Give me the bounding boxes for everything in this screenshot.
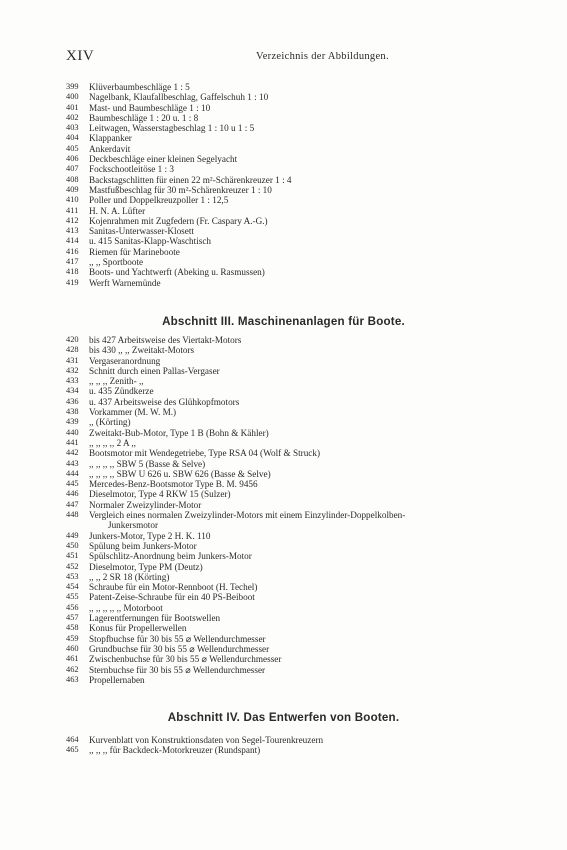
figure-number: 433 [66,376,79,386]
figure-number: 462 [66,664,79,674]
figure-entry [66,267,506,277]
figure-number: 419 [66,277,79,287]
figure-number: 411 [66,205,79,215]
figure-number: 412 [66,215,79,225]
figure-entry [66,531,506,541]
figure-caption: Kurvenblatt von Konstruktionsdaten von Segel-Tourenkreuzern [89,735,324,745]
figure-caption: Grundbuchse für 30 bis 55 ⌀ Wellendurchmesser [89,643,270,654]
figure-caption: Werft Warnemünde [89,277,161,288]
figure-number: 445 [66,479,79,489]
figure-entry [66,562,506,572]
figure-entry [66,448,506,458]
figure-number: 410 [66,195,79,205]
figure-caption: u. 435 Zündkerze [89,386,154,397]
figure-number: 432 [66,365,79,375]
figure-entry [66,675,506,685]
figure-caption: Mastfußbeschlag für 30 m²-Schärenkreuzer 1 : 10 [89,184,272,195]
figure-number: 417 [66,257,79,267]
figure-caption: Propellernaben [89,674,145,685]
figure-number: 399 [66,82,79,91]
figure-caption: bis 430 ,, ,, Zweitakt-Motors [89,345,195,356]
figure-number: 450 [66,540,79,550]
figure-number: 448 [66,510,79,520]
figure-caption: u. 415 Sanitas-Klapp-Waschtisch [89,236,211,247]
figure-caption: u. 437 Arbeitsweise des Glühkopfmotors [89,396,240,407]
figure-entry [66,185,506,195]
figure-entry [66,206,506,216]
figure-number: 400 [66,92,79,102]
figure-number: 428 [66,345,79,355]
figure-entry [66,164,506,174]
figure-number: 456 [66,602,79,612]
page-header [66,50,496,66]
figure-caption: ,, ,, ,, Zenith- ,, [89,376,144,387]
figure-caption: Klappanker [89,133,132,144]
section-heading-iii: Abschnitt III. Maschinenanlagen für Boote. [162,315,405,328]
figure-caption: Deckbeschläge einer kleinen Segelyacht [89,154,238,165]
figure-caption: Kojenrahmen mit Zugfedern (Fr. Caspary A.-G.) [89,215,268,226]
figure-caption: Poller und Doppelkreuzpoller 1 : 12,5 [89,195,229,206]
figure-entry [66,520,506,530]
figure-list-section-3 [66,335,506,685]
figure-caption: ,, ,, 2 SR 18 (Körting) [89,571,170,582]
figure-entry [66,82,506,92]
figure-number: 459 [66,633,79,643]
figure-caption: Riemen für Marineboote [89,246,180,257]
figure-entry [66,644,506,654]
figure-number: 409 [66,184,79,194]
figure-entry [66,613,506,623]
figure-number: 416 [66,246,79,256]
page-number: XIV [66,48,95,64]
figure-number: 464 [66,735,79,744]
figure-number: 465 [66,745,79,755]
figure-entry [66,175,506,185]
figure-entry [66,144,506,154]
figure-entry [66,438,506,448]
figure-entry [66,541,506,551]
figure-number: 438 [66,407,79,417]
figure-caption: Backstagschlitten für einen 22 m²-Schärenkreuzer 1 : 4 [89,174,292,185]
figure-caption: Junkers-Motor, Type 2 H. K. 110 [89,530,211,541]
figure-number: 418 [66,267,79,277]
figure-number: 431 [66,355,79,365]
running-title: Verzeichnis der Abbildungen. [256,51,389,62]
figure-caption: Vergleich eines normalen Zweizylinder-Motors mit einem Einzylinder-Doppelkolben- [89,510,406,521]
figure-caption: Mercedes-Benz-Bootsmotor Type B. M. 9456 [89,479,258,490]
figure-entry [66,603,506,613]
figure-caption: Schraube für ein Motor-Rennboot (H. Techel) [89,582,258,593]
figure-caption: Vorkammer (M. W. M.) [89,407,177,418]
figure-number: 451 [66,551,79,561]
figure-caption: Zwischenbuchse für 30 bis 55 ⌀ Wellendurchmesser [89,654,282,665]
figure-entry [66,236,506,246]
figure-caption: Boots- und Yachtwerft (Abeking u. Rasmussen) [89,267,265,278]
figure-caption: Nagelbank, Klaufallbeschlag, Gaffelschuh 1 : 10 [89,92,269,103]
figure-entry [66,735,506,745]
figure-entry [66,551,506,561]
figure-number: 404 [66,133,79,143]
figure-number: 407 [66,164,79,174]
figure-number: 414 [66,236,79,246]
figure-entry [66,500,506,510]
figure-number: 460 [66,643,79,653]
figure-number: 442 [66,448,79,458]
figure-number: 403 [66,123,79,133]
figure-caption: Sanitas-Unterwasser-Klosett [89,226,194,237]
figure-number: 452 [66,561,79,571]
figure-entry [66,278,506,288]
figure-entry [66,572,506,582]
figure-entry [66,459,506,469]
figure-caption: ,, ,, ,, ,, 2 A ,, [89,437,136,448]
figure-entry [66,634,506,644]
figure-number: 440 [66,427,79,437]
figure-entry [66,216,506,226]
figure-list-section-4 [66,735,506,756]
figure-number: 420 [66,335,79,344]
figure-entry [66,407,506,417]
figure-entry [66,582,506,592]
figure-entry [66,654,506,664]
figure-caption: Sternbuchse für 30 bis 55 ⌀ Wellendurchmesser [89,664,266,675]
figure-caption: Klüverbaumbeschläge 1 : 5 [89,82,190,92]
figure-caption: ,, ,, ,, ,, ,, Motorboot [89,602,163,613]
figure-caption: Junkersmotor [108,520,159,531]
figure-entry [66,386,506,396]
figure-entry [66,195,506,205]
figure-entry [66,366,506,376]
figure-caption: Dieselmotor, Type PM (Deutz) [89,561,203,572]
figure-entry [66,257,506,267]
figure-number: 444 [66,468,79,478]
figure-number: 406 [66,154,79,164]
figure-number: 454 [66,582,79,592]
figure-caption: Fockschootleitöse 1 : 3 [89,164,174,175]
figure-number: 446 [66,489,79,499]
figure-caption: ,, ,, ,, für Backdeck-Motorkreuzer (Rundspant) [89,745,261,756]
figure-caption: ,, ,, Sportboote [89,257,144,268]
figure-entry [66,397,506,407]
figure-list-section-2 [66,82,506,288]
figure-number: 449 [66,530,79,540]
figure-number: 461 [66,654,79,664]
figure-number: 441 [66,437,79,447]
figure-number: 401 [66,102,79,112]
figure-caption: Schnitt durch einen Pallas-Vergaser [89,365,220,376]
figure-entry [66,247,506,257]
figure-number: 458 [66,623,79,633]
figure-number: 405 [66,143,79,153]
figure-number: 463 [66,674,79,684]
figure-entry [66,154,506,164]
figure-entry [66,356,506,366]
figure-entry [66,376,506,386]
figure-number: 402 [66,112,79,122]
figure-entry [66,226,506,236]
figure-number: 434 [66,386,79,396]
figure-number: 443 [66,458,79,468]
figure-caption: Spülung beim Junkers-Motor [89,540,197,551]
figure-entry [66,469,506,479]
figure-caption: Konus für Propellerwellen [89,623,187,634]
figure-entry [66,510,506,520]
figure-entry [66,428,506,438]
figure-entry [66,665,506,675]
figure-entry [66,489,506,499]
figure-entry [66,123,506,133]
figure-number: 439 [66,417,79,427]
figure-entry [66,113,506,123]
figure-number: 453 [66,571,79,581]
figure-caption: Spülschlitz-Anordnung beim Junkers-Motor [89,551,252,562]
figure-caption: Baumbeschläge 1 : 20 u. 1 : 8 [89,112,199,123]
figure-number: 457 [66,613,79,623]
figure-entry [66,335,506,345]
figure-number: 447 [66,499,79,509]
figure-caption: Normaler Zweizylinder-Motor [89,499,202,510]
figure-entry [66,417,506,427]
figure-caption: H. N. A. Lüfter [89,205,146,216]
figure-caption: bis 427 Arbeitsweise des Viertakt-Motors [89,335,242,345]
figure-number: 455 [66,592,79,602]
figure-entry [66,479,506,489]
section-heading-iv: Abschnitt IV. Das Entwerfen von Booten. [167,711,400,724]
figure-caption: Bootsmotor mit Wendegetriebe, Type RSA 04 (Wolf & Struck) [89,448,321,459]
figure-number: 413 [66,226,79,236]
figure-entry [66,345,506,355]
figure-entry [66,103,506,113]
figure-caption: Zweitakt-Bub-Motor, Type 1 B (Bohn & Kähler) [89,427,269,438]
figure-caption: Stopfbuchse für 30 bis 55 ⌀ Wellendurchmesser [89,633,266,644]
figure-entry [66,92,506,102]
figure-caption: Ankerdavit [89,143,131,154]
figure-number: 408 [66,174,79,184]
figure-caption: Vergaseranordnung [89,355,161,366]
figure-caption: Leitwagen, Wasserstagbeschlag 1 : 10 u 1 : 5 [89,123,255,134]
figure-caption: Mast- und Baumbeschläge 1 : 10 [89,102,211,113]
figure-entry [66,592,506,602]
figure-caption: Patent-Zeise-Schraube für ein 40 PS-Beiboot [89,592,255,603]
figure-caption: Dieselmotor, Type 4 RKW 15 (Sulzer) [89,489,231,500]
figure-caption: ,, ,, ,, ,, SBW 5 (Basse & Selve) [89,458,206,469]
figure-caption: Lagerentfernungen für Bootswellen [89,613,221,624]
figure-entry [66,745,506,755]
figure-entry [66,623,506,633]
figure-caption: ,, (Körting) [89,417,131,428]
figure-entry [66,133,506,143]
figure-number: 436 [66,396,79,406]
figure-caption: ,, ,, ,, ,, SBW U 626 u. SBW 626 (Basse & Selve) [89,468,271,479]
